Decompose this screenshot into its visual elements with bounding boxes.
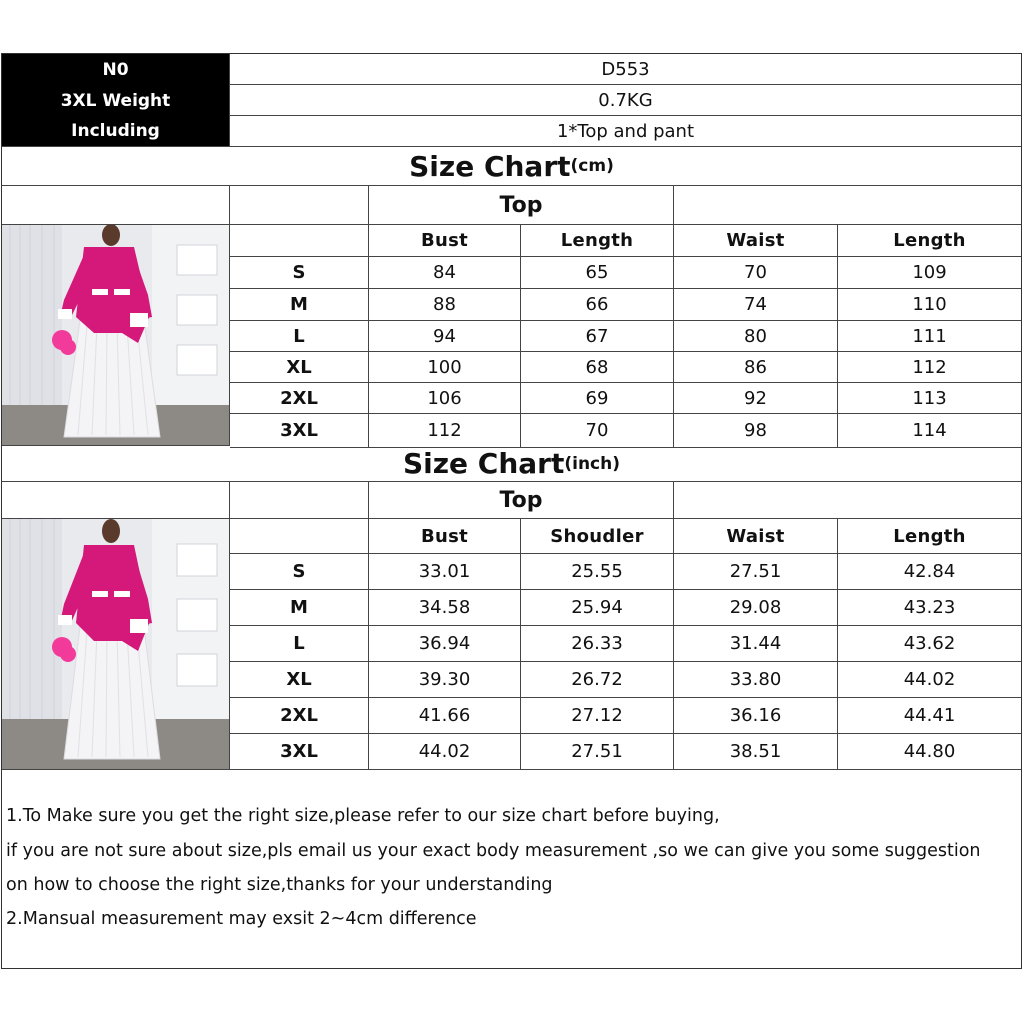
- size-label: S: [230, 554, 369, 590]
- value-cell: 84: [369, 257, 521, 289]
- note-line: 2.Mansual measurement may exsit 2~4cm difference: [6, 909, 477, 929]
- value-cell: 31.44: [674, 626, 838, 662]
- value-cell: 74: [674, 289, 838, 321]
- value-cell: 33.80: [674, 662, 838, 698]
- value-cell: 70: [521, 414, 674, 448]
- value-cell: 70: [674, 257, 838, 289]
- group-label: Top: [369, 482, 674, 519]
- column-header: Waist: [674, 519, 838, 554]
- value-cell: 25.94: [521, 590, 674, 626]
- note-line: if you are not sure about size,pls email us your exact body measurement ,so we can give you some suggestion: [6, 841, 981, 861]
- value-cell: 29.08: [674, 590, 838, 626]
- value-cell: 111: [838, 321, 1021, 352]
- chart-title: [2, 147, 1021, 186]
- value-cell: 113: [838, 383, 1021, 414]
- group-row: [2, 482, 1021, 519]
- value-cell: 36.94: [369, 626, 521, 662]
- size-label: 2XL: [230, 383, 369, 414]
- header-value: 1*Top and pant: [230, 116, 1021, 147]
- size-label: 3XL: [230, 734, 369, 770]
- blank-cell: [2, 482, 230, 519]
- chart-title-row: [2, 147, 1021, 186]
- value-cell: 100: [369, 352, 521, 383]
- blank-cell: [2, 186, 230, 225]
- blank-cell: [230, 519, 369, 554]
- value-cell: 80: [674, 321, 838, 352]
- value-cell: 112: [369, 414, 521, 448]
- chart-unit: (inch): [564, 453, 621, 474]
- column-header: Bust: [369, 225, 521, 257]
- value-cell: 65: [521, 257, 674, 289]
- chart-title-row: [2, 446, 1021, 482]
- column-header: Waist: [674, 225, 838, 257]
- header-label: Including: [2, 116, 230, 147]
- value-cell: 114: [838, 414, 1021, 448]
- value-cell: 94: [369, 321, 521, 352]
- value-cell: 44.80: [838, 734, 1021, 770]
- value-cell: 42.84: [838, 554, 1021, 590]
- value-cell: 25.55: [521, 554, 674, 590]
- value-cell: 33.01: [369, 554, 521, 590]
- value-cell: 92: [674, 383, 838, 414]
- value-cell: 106: [369, 383, 521, 414]
- blank-cell: [230, 225, 369, 257]
- value-cell: 41.66: [369, 698, 521, 734]
- size-label: M: [230, 590, 369, 626]
- value-cell: 67: [521, 321, 674, 352]
- value-cell: 44.02: [838, 662, 1021, 698]
- column-header: Bust: [369, 519, 521, 554]
- chart-title-text: Size Chart: [402, 447, 565, 480]
- group-label: Top: [369, 186, 674, 225]
- size-label: XL: [230, 662, 369, 698]
- value-cell: 38.51: [674, 734, 838, 770]
- model-image: [2, 225, 229, 445]
- column-header: Length: [521, 225, 674, 257]
- size-label: M: [230, 289, 369, 321]
- value-cell: 69: [521, 383, 674, 414]
- column-header: Shoudler: [521, 519, 674, 554]
- size-label: S: [230, 257, 369, 289]
- chart-title-text: Size Chart: [409, 149, 571, 183]
- chart-title: [2, 446, 1021, 482]
- size-label: L: [230, 626, 369, 662]
- blank-cell: [674, 186, 1021, 225]
- header-label: 3XL Weight: [2, 85, 230, 116]
- size-label: 2XL: [230, 698, 369, 734]
- product-photo: [2, 519, 230, 770]
- value-cell: 26.33: [521, 626, 674, 662]
- group-row: [2, 186, 1021, 225]
- chart-unit: (cm): [570, 156, 614, 176]
- header-row: [2, 85, 1021, 116]
- value-cell: 112: [838, 352, 1021, 383]
- value-cell: 88: [369, 289, 521, 321]
- value-cell: 44.41: [838, 698, 1021, 734]
- note-line: on how to choose the right size,thanks for your understanding: [6, 875, 553, 895]
- blank-cell: [230, 186, 369, 225]
- blank-cell: [230, 482, 369, 519]
- value-cell: 109: [838, 257, 1021, 289]
- value-cell: 110: [838, 289, 1021, 321]
- value-cell: 27.12: [521, 698, 674, 734]
- value-cell: 98: [674, 414, 838, 448]
- value-cell: 68: [521, 352, 674, 383]
- header-row: [2, 116, 1021, 147]
- value-cell: 39.30: [369, 662, 521, 698]
- size-label: XL: [230, 352, 369, 383]
- value-cell: 36.16: [674, 698, 838, 734]
- column-header: Length: [838, 225, 1021, 257]
- product-photo: [2, 225, 230, 446]
- value-cell: 43.23: [838, 590, 1021, 626]
- header-row: [2, 54, 1021, 85]
- value-cell: 43.62: [838, 626, 1021, 662]
- value-cell: 86: [674, 352, 838, 383]
- header-label: N0: [2, 54, 230, 85]
- column-header: Length: [838, 519, 1021, 554]
- note-line: 1.To Make sure you get the right size,please refer to our size chart before buying,: [6, 806, 720, 826]
- value-cell: 44.02: [369, 734, 521, 770]
- model-image: [2, 519, 229, 769]
- value-cell: 34.58: [369, 590, 521, 626]
- size-label: 3XL: [230, 414, 369, 448]
- value-cell: 66: [521, 289, 674, 321]
- size-chart-sheet: [1, 53, 1022, 969]
- header-value: D553: [230, 54, 1021, 85]
- size-label: L: [230, 321, 369, 352]
- value-cell: 27.51: [521, 734, 674, 770]
- value-cell: 26.72: [521, 662, 674, 698]
- notes-section: [2, 770, 1021, 968]
- value-cell: 27.51: [674, 554, 838, 590]
- header-value: 0.7KG: [230, 85, 1021, 116]
- blank-cell: [674, 482, 1021, 519]
